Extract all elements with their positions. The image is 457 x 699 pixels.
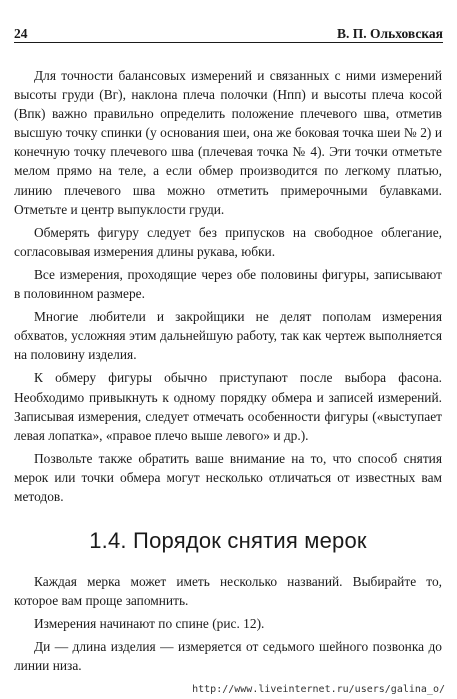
paragraph-start-back: Измерения начинают по спине (рис. 12). xyxy=(34,616,265,632)
paragraph-measurement-accuracy: Для точности балансовых измерений и связанных с ними измерений высоты груди (Вг), наклона плеча полочки (Нпп) и высоты плеча косой (Впк) важно правильно определить положение плечевого шва, отметив высшую точку спинки (у основания шеи, она же боковая точка шеи № 2) и конечную точку плечевого шва (плечевая точка № 4). Эти точки отметьте мелом прямо на теле, а если обмер производится по легкому платью, линию плечевого шва можно отметить примерочными булавками. Отметьте и центр выпуклости груди. xyxy=(14,68,442,217)
paragraph-methods: Позвольте также обратить ваше внимание на то, что способ снятия мерок или точки обмера могут несколько отличаться от известных вам методов. xyxy=(14,450,442,504)
section-title: 1.4. Порядок снятия мерок xyxy=(89,528,367,554)
paragraph-no-allowances: Обмерять фигуру следует без припусков на свободное облегание, согласовывая измерения длины рукава, юбки. xyxy=(14,224,442,259)
header-rule xyxy=(14,42,443,43)
page-header xyxy=(14,22,443,42)
source-watermark: http://www.liveinternet.ru/users/galina_o/ xyxy=(192,684,445,695)
paragraph-half-size: Все измерения, проходящие через обе половины фигуры, записывают в половинном размере. xyxy=(14,266,442,302)
paragraph-garment-length: Ди — длина изделия — измеряется от седьмого шейного позвонка до линии низа. xyxy=(14,639,442,674)
paragraph-order: К обмеру фигуры обычно приступают после выбора фасона. Необходимо привыкнуть к одному порядку обмера и записей измерений. Записывая измерения, следует отмечать особенности фигуры («выступает левая лопатка», «правое плечо выше левого» и др.). xyxy=(14,370,442,443)
author-name: В. П. Ольховская xyxy=(337,26,443,41)
page-number: 24 xyxy=(14,26,28,41)
page-body xyxy=(14,66,442,680)
paragraph-girths: Многие любители и закройщики не делят пополам измерения обхватов, усложняя этим дальнейшую работу, так как чертеж выполняется на половину изделия. xyxy=(14,309,442,363)
paragraph-names: Каждая мерка может иметь несколько названий. Выбирайте то, которое вам проще запомнить. xyxy=(14,574,442,609)
